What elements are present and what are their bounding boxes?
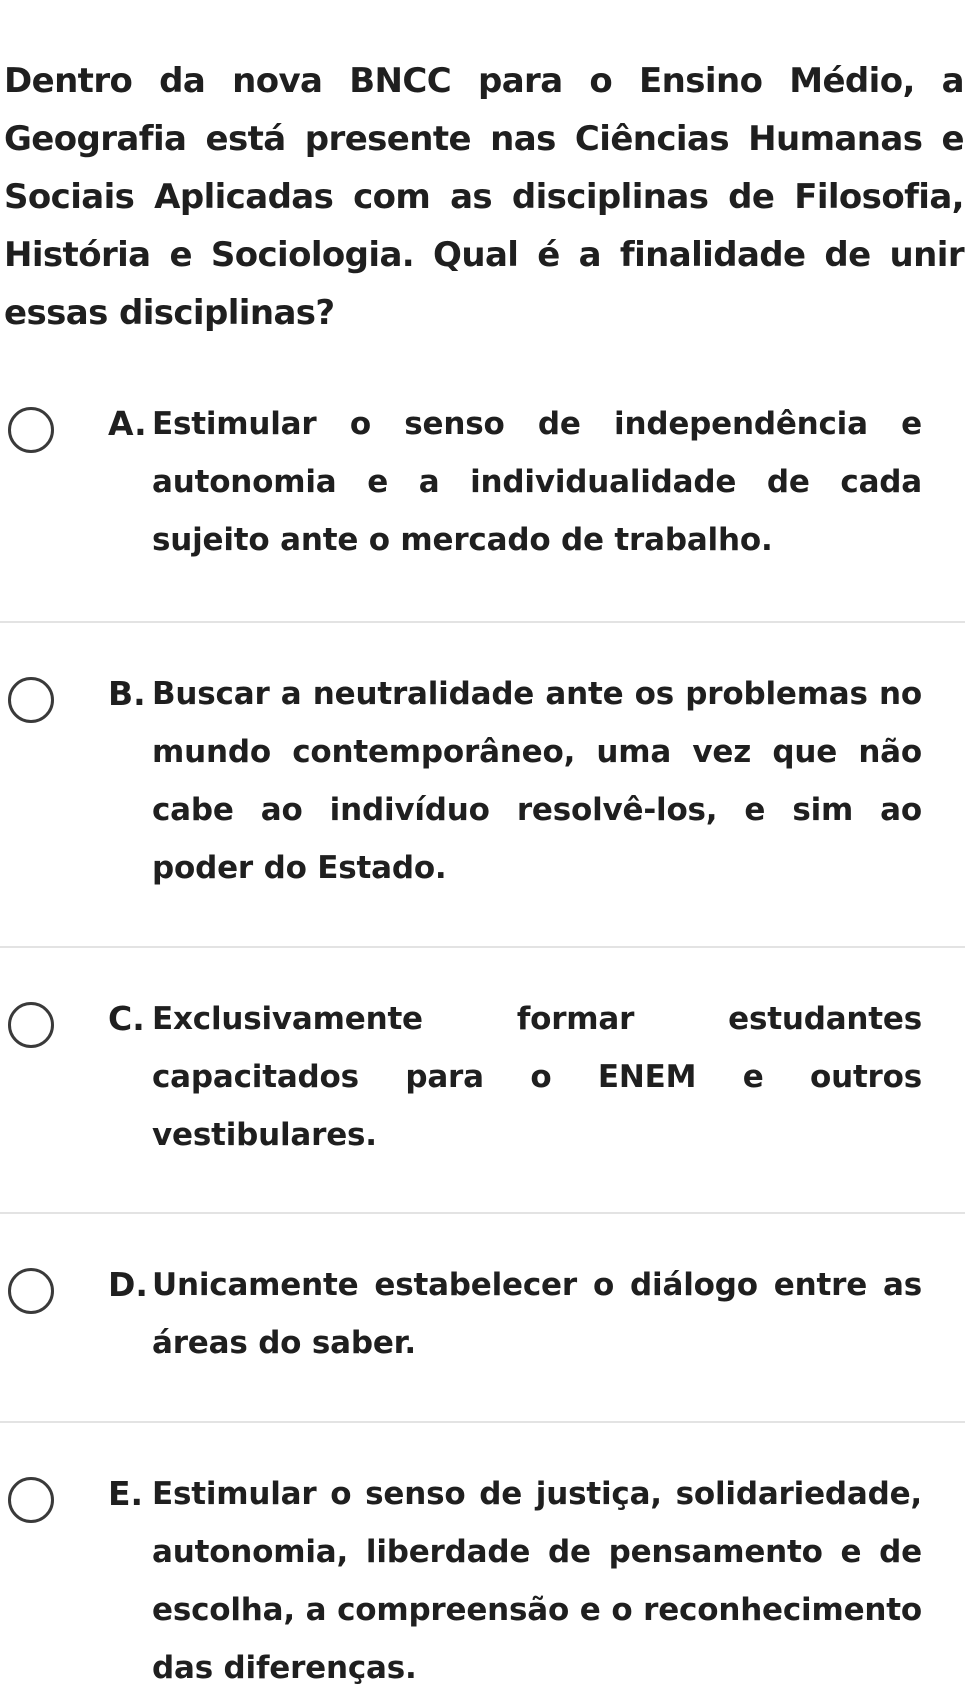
option-text: Estimular o senso de justiça, solidariedade, autonomia, liberdade de pensamento e de escolha, a compreensão e o reconhecimento das diferenças. (152, 1476, 922, 1686)
radio-circle-icon[interactable] (8, 677, 54, 723)
divider (0, 1212, 965, 1214)
option-text: Exclusivamente formar estudantes capacitados para o ENEM e outros vestibulares. (152, 1001, 922, 1153)
option-c[interactable] (0, 990, 970, 1162)
radio-circle-icon[interactable] (8, 1477, 54, 1523)
option-letter: C. (108, 999, 145, 1038)
divider (0, 1421, 965, 1423)
question-text: Dentro da nova BNCC para o Ensino Médio, a Geografia está presente nas Ciências Humanas e Sociais Aplicadas com as disciplinas de Filosofia, História e Sociologia. Qual é a finalidade de unir essas disciplinas? (4, 61, 964, 333)
option-letter: A. (108, 404, 147, 443)
option-b[interactable] (0, 665, 970, 895)
radio-circle-icon[interactable] (8, 1268, 54, 1314)
radio-circle-icon[interactable] (8, 407, 54, 453)
option-text: Estimular o senso de independência e autonomia e a individualidade de cada sujeito ante o mercado de trabalho. (152, 406, 922, 558)
option-a[interactable] (0, 395, 970, 567)
divider (0, 946, 965, 948)
option-text: Buscar a neutralidade ante os problemas no mundo contemporâneo, uma vez que não cabe ao indivíduo resolvê-los, e sim ao poder do Estado. (152, 676, 922, 886)
option-letter: E. (108, 1474, 144, 1513)
option-letter: B. (108, 674, 146, 713)
option-letter: D. (108, 1265, 148, 1304)
option-d[interactable] (0, 1256, 970, 1370)
option-e[interactable] (0, 1465, 970, 1695)
divider (0, 621, 965, 623)
option-text: Unicamente estabelecer o diálogo entre as áreas do saber. (152, 1267, 922, 1361)
radio-circle-icon[interactable] (8, 1002, 54, 1048)
